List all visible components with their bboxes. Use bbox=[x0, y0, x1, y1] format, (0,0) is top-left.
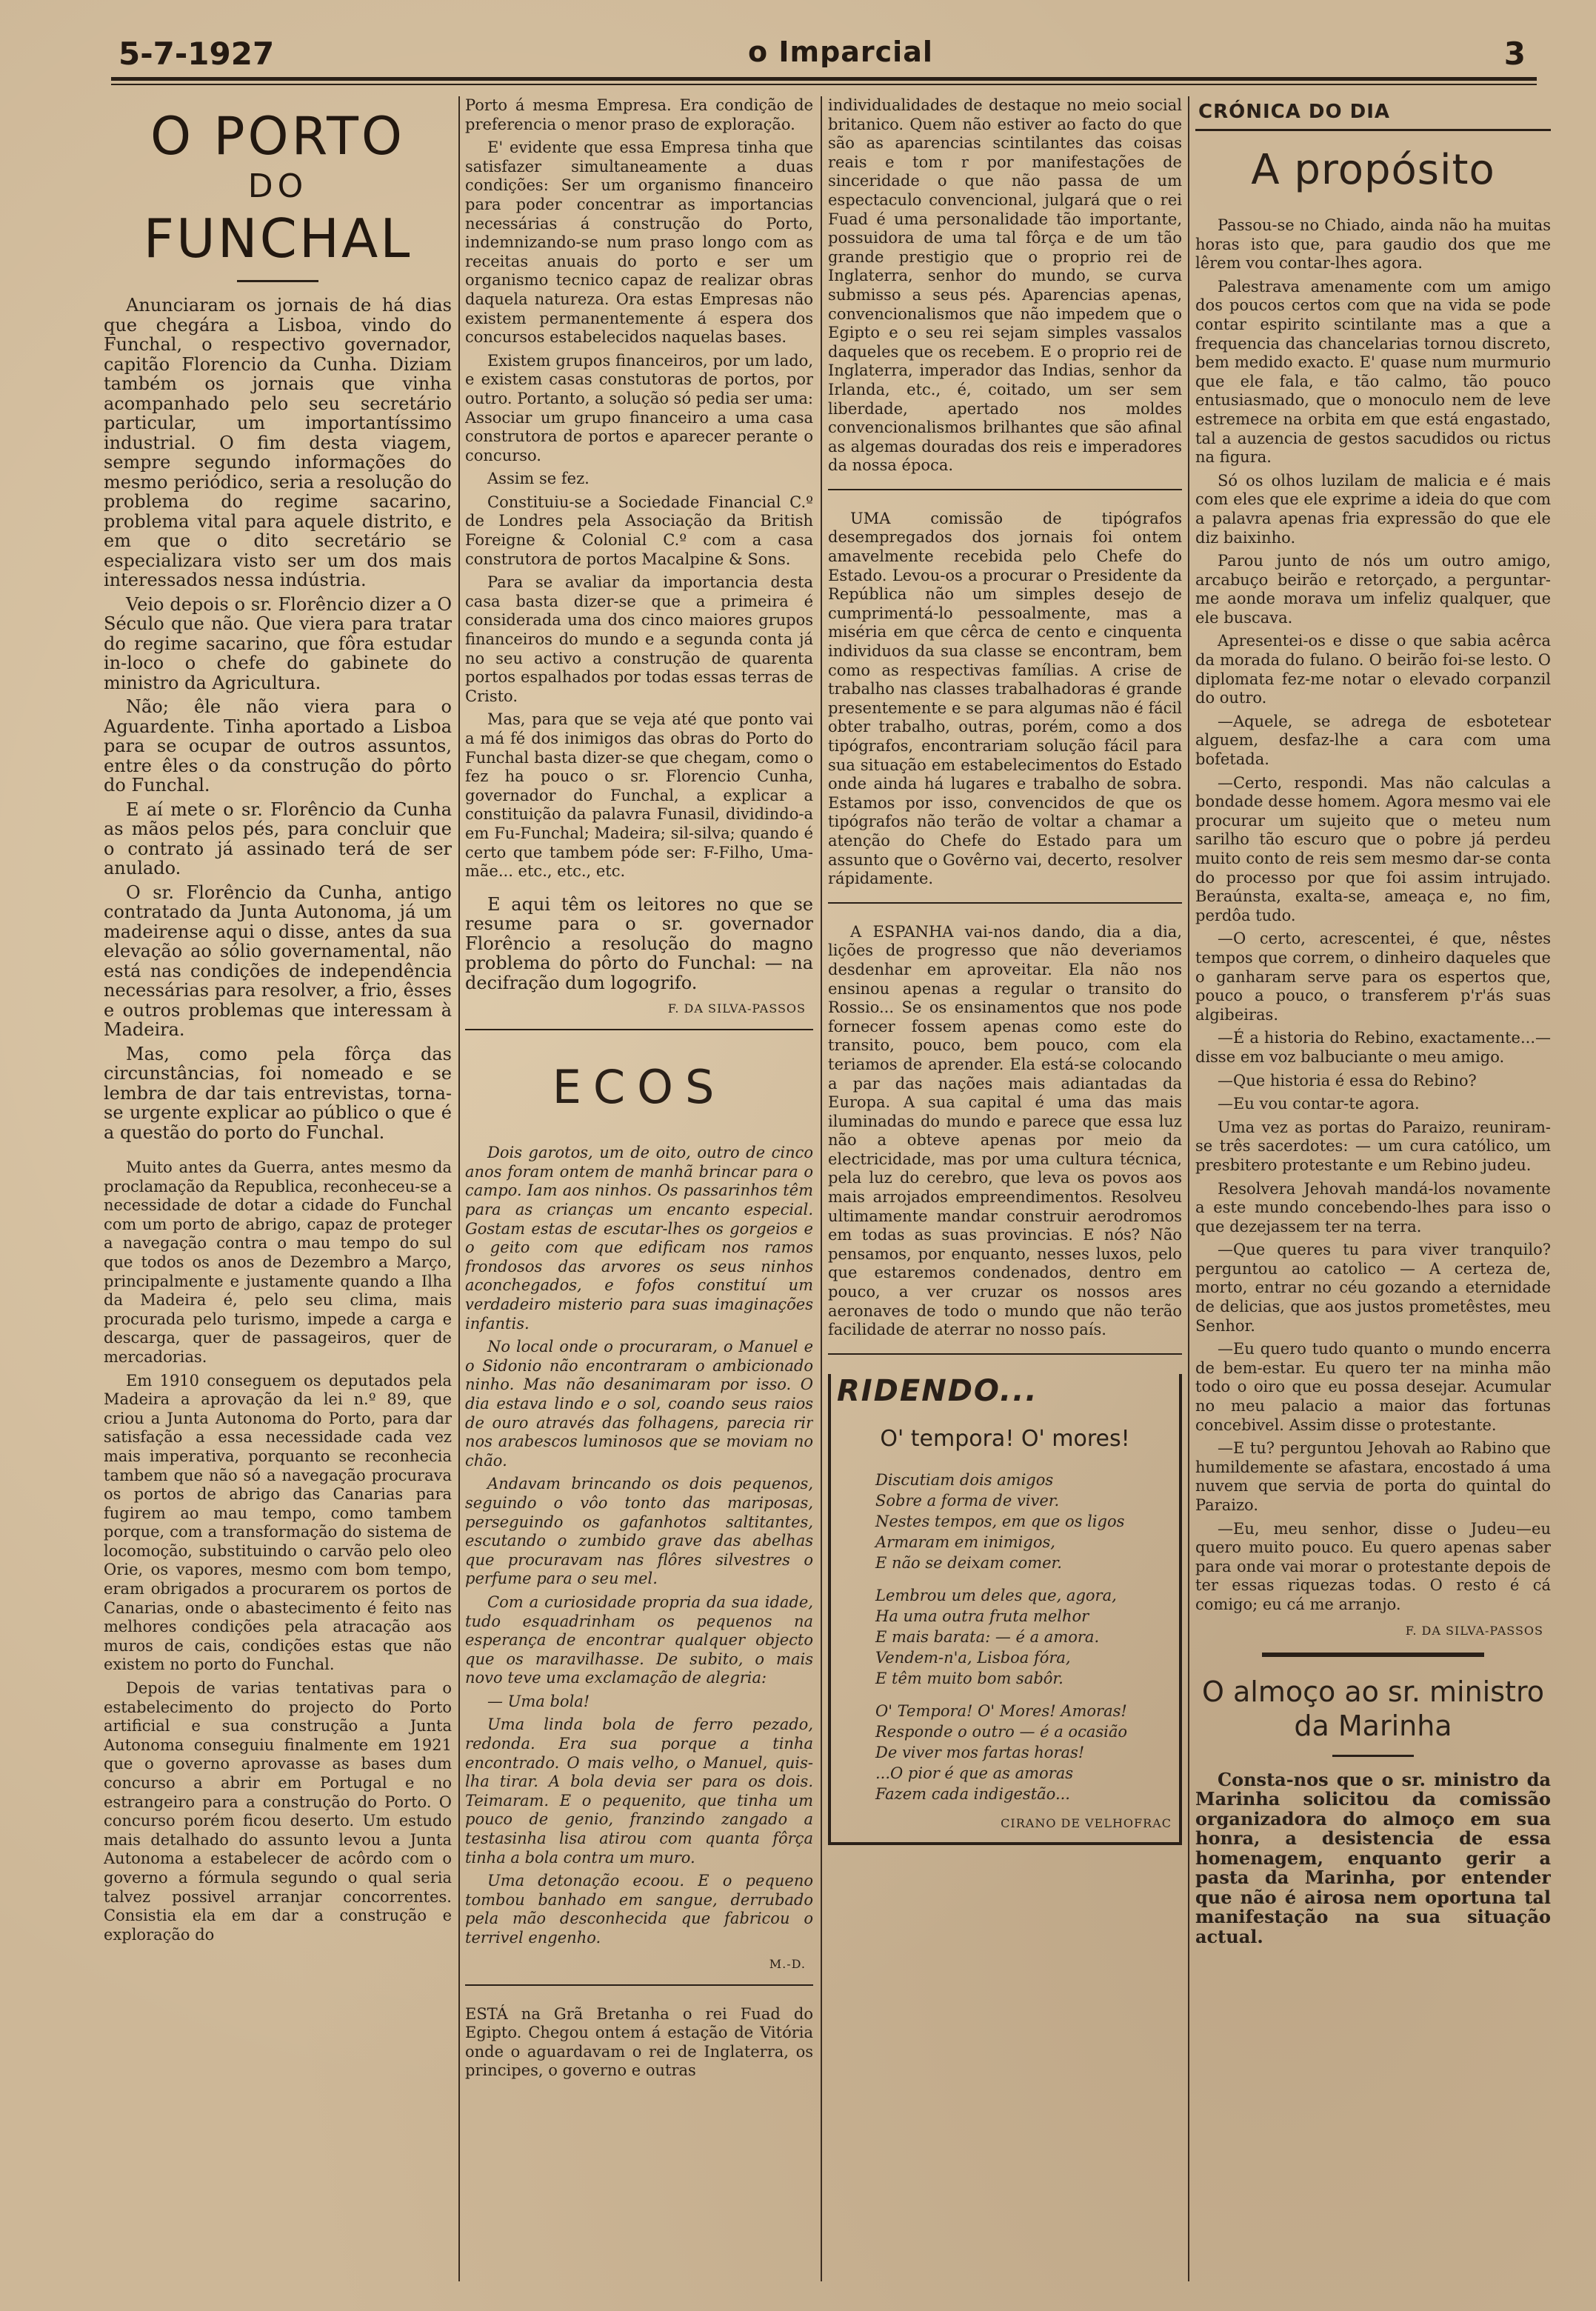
article-paragraph: Muito antes da Guerra, antes mesmo da proclamação da Republica, reconheceu-se a necessidade de dotar a cidade do Funchal com um porto de abrigo, capaz de proteger a navegação contra o mau tempo do sul que todos os anos de Dezembro a Março, principalmente e justamente quando a Ilha da Madeira é, pelo seu clima, mais procurada pelo turismo, impede a carga e descarga, quer de passageiros, quer de mercadorias. bbox=[104, 1158, 452, 1366]
section-rule bbox=[828, 489, 1182, 490]
article-paragraph: —E tu? perguntou Jehovah ao Rabino que humildemente se afastara, encostado á uma nuvem que servia de porta do quintal do Paraizo. bbox=[1195, 1439, 1551, 1514]
article-paragraph: UMA comissão de tipógrafos desempregados dos jornais foi ontem amavelmente recebida pelo Chefe do Estado. Levou-os a procurar o Presidente da República não um simples desejo de cumprimentá-lo pessoalmente, mas a miséria em que cêrca de cento e cinquenta individuos da sua classe se encontram, bem como as respectivas famílias. A crise de trabalho nas classes trabalhadoras é grande presentemente e se para algumas não é fácil obter trabalho, outras, porém, como a dos tipógrafos, encontrariam solução fácil para sua situação em estabelecimentos do Estado onde ainda há lugares e trabalho de sobra. Estamos por isso, convencidos de que os tipógrafos não terão de voltar a chamar a atenção do Chefe do Estado para um assunto que o Govêrno vai, decerto, resolver rápidamente. bbox=[828, 509, 1182, 888]
column-divider bbox=[458, 96, 460, 2281]
article-paragraph: Uma linda bola de ferro pezado, redonda. Era sua porque a tinha encontrado. O mais velho, o Manuel, quis-lha tirar. A bola devia ser para os dois. Teimaram. E o pequenito, que tinha um pouco de genio, franzindo zangado a testasinha lisa atirou com quanta fôrça tinha a bola contra um muro. bbox=[465, 1715, 813, 1867]
headline-line-1: O PORTO bbox=[150, 106, 406, 167]
author-signature: CIRANO DE VELHOFRAC bbox=[1001, 1815, 1172, 1830]
article-paragraph: Mas, como pela fôrça das circunstâncias, foi nomeado e se lembra de dar tais entrevistas, torna-se urgente explicar ao público o que é a questão do porto do Funchal. bbox=[104, 1043, 452, 1143]
column-3 bbox=[828, 96, 1182, 2281]
section-title-ridendo: RIDENDO... bbox=[837, 1373, 1038, 1408]
section-title-ecos: ECOS bbox=[552, 1060, 727, 1115]
column-1 bbox=[104, 96, 452, 2281]
poem-line: Vendem-n'a, Lisboa fóra, bbox=[875, 1648, 1071, 1667]
ridendo-box bbox=[828, 1374, 1182, 1845]
column-2 bbox=[465, 96, 813, 2281]
article-paragraph: Em 1910 conseguem os deputados pela Madeira a aprovação da lei n.º 89, que criou a Junta Autonoma do Porto, para dar satisfação a essa necessidade cada vez mais imperativa, porquanto se reconhecia tambem que não só a navegação procurava os portos de abrigo das Canarias para fugirem ao mau tempo, como tambem porque, com a transformação do sistema de locomoção, substituindo o carvão pelo oleo Orie, os vapores, mesmo com bom tempo, eram obrigados a procurarem os portos de Canarias, onde o abastecimento é feito nas melhores condições pela atracação aos muros de cais, condições estas que não existem no porto do Funchal. bbox=[104, 1371, 452, 1674]
article-paragraph: Para se avaliar da importancia desta casa basta dizer-se que a primeira é considerada uma dos cinco maiores grupos financeiros do mundo e a segunda conta já no seu activo a construção de quarenta portos espalhados por todas essas terras de Cristo. bbox=[465, 573, 813, 705]
article-paragraph: —É a historia do Rebino, exactamente...—disse em voz balbuciante o meu amigo. bbox=[1195, 1029, 1551, 1066]
column-4 bbox=[1195, 96, 1551, 2281]
article-paragraph: —Eu, meu senhor, disse o Judeu—eu quero muito pouco. Eu quero apenas saber para onde vai morar o protestante depois de ter essas riquezas todas. O resto é cá comigo; eu cá me arranjo. bbox=[1195, 1519, 1551, 1613]
masthead-rule-thin bbox=[111, 84, 1537, 85]
article-paragraph: —Que historia é essa do Rebino? bbox=[1218, 1071, 1477, 1090]
article-paragraph: Passou-se no Chiado, ainda não ha muitas horas isto que, para gaudio dos que me lêrem vou contar-lhes agora. bbox=[1195, 216, 1551, 273]
headline-porto-funchal bbox=[104, 107, 452, 270]
page-number: 3 bbox=[1503, 36, 1526, 72]
poem-line: E têm muito bom sabôr. bbox=[875, 1669, 1064, 1687]
article-paragraph: ESTÁ na Grã Bretanha o rei Fuad do Egipto. Chegou ontem á estação de Vitória onde o aguardavam o rei de Inglaterra, os principes, o governo e outras bbox=[465, 2004, 813, 2080]
article-paragraph: E' evidente que essa Empresa tinha que satisfazer simultaneamente a duas condições: Ser um organismo financeiro para poder concentrar as importancias necessárias á construção do Porto, indemnizando-se num praso longo com as receitas anuais do porto e ser um organismo tecnico capaz de realizar obras daquela natureza. Ora estas Empresas não existem permanentemente á espera dos concursos estabelecidos naquelas bases. bbox=[465, 139, 813, 347]
article-paragraph: A ESPANHA vai-nos dando, dia a dia, lições de progresso que não deveriamos desdenhar em aproveitar. Ela não nos ensinou apenas a regular o transito do Rossio... Se os ensinamentos que nos pode fornecer fossem apenas como este do transito, pouco, bem pouco, com ela teriamos de aprender. Ela está-se colocando a par das nações mais adiantadas da Europa. A sua capital é uma das mais iluminadas do mundo e parece que essa luz não a obteve apenas por meio da electricidade, mas por uma cultura técnica, pela luz do cerebro, que leva os povos aos mais arrojados empreendimentos. Resolveu ultimamente mandar construir aerodromos em todas as suas provincias. E nós? Não pensamos, por enquanto, nesses luxos, pelo que estaremos condenados, dentro em pouco, a ver cruzar os nossos ares aeronaves de todo o mundo que não terão facilidade de aterrar no nosso país. bbox=[828, 922, 1182, 1339]
poem-line: ...O pior é que as amoras bbox=[875, 1764, 1073, 1782]
section-rule bbox=[465, 1984, 813, 1986]
article-paragraph: Uma vez as portas do Paraizo, reuniram-se três sacerdotes: — um cura católico, um presbitero protestante e um Rebino judeu. bbox=[1195, 1118, 1551, 1174]
article-paragraph: E aqui têm os leitores no que se resume para o sr. governador Florêncio a resolução do magno problema do pôrto do Funchal: — na decifração dum logogrifo. bbox=[465, 893, 813, 993]
article-title-almoco: O almoço ao sr. ministro da Marinha bbox=[1202, 1675, 1544, 1742]
poem-line: Sobre a forma de viver. bbox=[875, 1491, 1060, 1510]
article-paragraph: Dois garotos, um de oito, outro de cinco anos foram ontem de manhã brincar para o campo. Iam aos ninhos. Os passarinhos têm para as crianças um encanto especial. Gostam estas de escutar-lhes os gorgeios e o geito com que edificam nos ramos frondosos das arvores os seus ninhos aconchegados, e fofos constituí um verdadeiro misterio para suas imaginações infantis. bbox=[465, 1144, 813, 1333]
article-paragraph: Depois de varias tentativas para o estabelecimento do projecto do Porto artificial e sua construção a Junta Autonoma conseguiu finalmente em 1921 que o governo aprovasse as bases dum concurso a abrir em Portugal e no estrangeiro para a construção do Porto. O concurso porém ficou deserto. Um estudo mais detalhado do assunto levou a Junta Autonoma a estabelecer de acôrdo com o governo a fórmula segundo o qual seria talvez possivel arranjar concorrentes. Consistia ela em dar a construção e exploração do bbox=[104, 1679, 452, 1944]
article-paragraph: E aí mete o sr. Florêncio da Cunha as mãos pelos pés, para concluir que o contrato já assinado terá de ser anulado. bbox=[104, 798, 452, 878]
article-paragraph: Apresentei-os e disse o que sabia acêrca da morada do fulano. O beirão foi-se lesto. O diplomata fez-me notar o elevado corpanzil do outro. bbox=[1195, 632, 1551, 707]
headline-rule bbox=[1332, 1755, 1414, 1757]
newspaper-title: o Imparcial bbox=[748, 36, 933, 68]
section-rule bbox=[465, 1029, 813, 1030]
section-rule bbox=[1195, 129, 1551, 131]
headline-line-3: FUNCHAL bbox=[143, 207, 413, 270]
article-paragraph: Anunciaram os jornais de há dias que chegára a Lisboa, vindo do Funchal, o respectivo governador, capitão Florencio da Cunha. Diziam também os jornais que vinha acompanhado pelo seu secretário particular, um importantíssimo industrial. O fim desta viagem, sempre segundo informações do mesmo periódico, seria a resolução do problema do regime sacarino, problema vital para aquele distrito, e em que o dito secretário se especializara visto ser um dos mais interessados nessa indústria. bbox=[104, 295, 452, 590]
headline-rule bbox=[237, 280, 318, 282]
section-rule bbox=[1262, 1653, 1484, 1657]
article-paragraph: Não; êle não viera para o Aguardente. Tinha aportado a Lisboa para se ocupar de outros assuntos, entre êles o da construção do pôrto do Funchal. bbox=[104, 696, 452, 796]
article-paragraph: Com a curiosidade propria da sua idade, tudo esquadrinham os pequenos na esperança de encontrar qualquer objecto que os maravilhasse. De subito, o mais novo teve uma exclamação de alegria: bbox=[465, 1593, 813, 1687]
article-paragraph: O sr. Florêncio da Cunha, antigo contratado da Junta Autonoma, já um madeirense aqui o disse, antes da sua elevação ao sólio governamental, não está nas condições de independência necessárias para resolver, a frio, êsses e outros problemas que interessam à Madeira. bbox=[104, 881, 452, 1040]
article-paragraph: —Eu vou contar-te agora. bbox=[1218, 1095, 1420, 1113]
section-rule bbox=[828, 902, 1182, 904]
poem-line: O' Tempora! O' Mores! Amoras! bbox=[875, 1701, 1127, 1720]
headline-line-2: DO bbox=[247, 167, 308, 205]
column-divider bbox=[1188, 96, 1189, 2281]
author-signature: F. DA SILVA-PASSOS bbox=[667, 1001, 806, 1016]
article-paragraph: Consta-nos que o sr. ministro da Marinha solicitou da comissão organizadora do almoço em sua honra, a desistencia de essa homenagem, enquanto gerir a pasta da Marinha, por entender que não é airosa nem oportuna tal manifestação na sua situação actual. bbox=[1195, 1768, 1551, 1947]
article-paragraph: —O certo, acrescentei, é que, nêstes tempos que correm, o dinheiro daqueles que o ganharam serve para os espertos que, pouco a pouco, o transferem p'r'ás suas algibeiras. bbox=[1195, 930, 1551, 1024]
masthead-rule bbox=[111, 77, 1537, 81]
article-paragraph: Resolvera Jehovah mandá-los novamente a este mundo concebendo-lhes para isso o que dezejassem ter na terra. bbox=[1195, 1179, 1551, 1235]
article-paragraph: Existem grupos financeiros, por um lado, e existem casas constutoras de portos, por outro. Portanto, a solução só pedia ser uma: Associar um grupo financeiro a uma casa construtora de portos e aparecer perante o concurso. bbox=[465, 351, 813, 464]
column-divider bbox=[821, 96, 822, 2281]
section-label-cronica: CRÓNICA DO DIA bbox=[1198, 101, 1391, 123]
article-paragraph: — Uma bola! bbox=[487, 1692, 590, 1710]
poem-line: Ha uma outra fruta melhor bbox=[875, 1607, 1089, 1625]
article-paragraph: No local onde o procuraram, o Manuel e o Sidonio não encontraram o ambicionado ninho. Mas não desanimaram por isso. O dia estava lindo e o sol, coando seus raios de ouro através das folhagens, parecia rir nos arabescos luminosos que se moviam no chão. bbox=[465, 1338, 813, 1470]
poem-title: O' tempora! O' mores! bbox=[880, 1425, 1130, 1452]
issue-date: 5-7-1927 bbox=[118, 36, 275, 72]
article-paragraph: —Aquele, se adrega de esbotetear alguem, desfaz-lhe a cara com uma bofetada. bbox=[1195, 712, 1551, 769]
article-paragraph: Assim se fez. bbox=[487, 470, 590, 488]
article-paragraph: Veio depois o sr. Florêncio dizer a O Século que não. Que viera para tratar do regime sacarino, que fôra estudar in-loco o chefe do gabinete do ministro da Agricultura. bbox=[104, 593, 452, 693]
poem-stanza bbox=[831, 1470, 1179, 1573]
article-paragraph: Uma detonação ecoou. E o pequeno tombou banhado em sangue, derrubado pela mão desconhecida que fabricou o terrivel engenho. bbox=[465, 1872, 813, 1947]
author-signature: F. DA SILVA-PASSOS bbox=[1405, 1623, 1543, 1638]
poem-line: E não se deixam comer. bbox=[875, 1553, 1062, 1572]
article-title: A propósito bbox=[1251, 146, 1495, 194]
poem-stanza bbox=[831, 1585, 1179, 1689]
poem-line: Fazem cada indigestão... bbox=[875, 1784, 1070, 1803]
poem-line: Armaram em inimigos, bbox=[875, 1533, 1055, 1551]
article-paragraph: —Que queres tu para viver tranquilo? perguntou ao catolico — A certeza de, morto, entrar no céu gozando a eternidade de delicias, que aos justos prometêstes, meu Senhor. bbox=[1195, 1241, 1551, 1335]
poem-line: Discutiam dois amigos bbox=[875, 1470, 1054, 1489]
article-paragraph: Parou junto de nós um outro amigo, arcabuço beirão e retorçado, a perguntar-me aonde morava um infeliz qualquer, que ele buscava. bbox=[1195, 552, 1551, 627]
section-rule bbox=[828, 1353, 1182, 1355]
poem-line: Responde o outro — é a ocasião bbox=[875, 1722, 1128, 1741]
article-paragraph: —Eu quero tudo quanto o mundo encerra de bem-estar. Eu quero ter na minha mão todo o oiro que eu possa desejar. Acumular no meu palacio a maior das fortunas concebivel. Assim disse o protestante. bbox=[1195, 1340, 1551, 1434]
masthead bbox=[118, 36, 1526, 80]
article-paragraph: Só os olhos luzilam de malicia e é mais com eles que ele exprime a ideia do que com a palavra apenas fria expressão do que ele diz baixinho. bbox=[1195, 471, 1551, 547]
article-paragraph: Mas, para que se veja até que ponto vai a má fé dos inimigos das obras do Porto do Funchal basta dizer-se que chegam, como o fez ha pouco o sr. Florencio Cunha, governador do Funchal, a explicar a constituição da palavra Funasil, dividindo-a em Fu-Funchal; Madeira; sil-silva; quando é certo que tambem póde ser: F-Filho, Uma-mãe... etc., etc., etc. bbox=[465, 710, 813, 881]
article-paragraph: —Certo, respondi. Mas não calculas a bondade desse homem. Agora mesmo vai ele procurar um sujeito que o meteu num sarilho tão escuro que o pobre já perdeu muito conto de reis sem mesmo dar-se conta do processo por que foi assim intrujado. Beraúnsta, exalta-se, ameaça e, no fim, perdôa tudo. bbox=[1195, 773, 1551, 924]
poem-stanza bbox=[831, 1701, 1179, 1804]
author-signature: M.-D. bbox=[769, 1956, 806, 1971]
poem-line: De viver mos fartas horas! bbox=[875, 1743, 1085, 1761]
poem-line: Nestes tempos, em que os ligos bbox=[875, 1512, 1125, 1530]
article-paragraph: Palestrava amenamente com um amigo dos poucos certos com que na vida se pode contar espirito scintilante mas a que a frequencia das chancelarias tornou discreto, bem medido exacto. E' quase num murmurio que ele fala, e tão calmo, tão pouco entusiasmado, que o monoculo nem de leve estremece na orbita em que está engastado, tal a auzencia de gestos sacudidos ou rictus na figura. bbox=[1195, 277, 1551, 467]
article-paragraph: Constituiu-se a Sociedade Financial C.º de Londres pela Associação da British Foreigne & Colonial C.º com a casa construtora de portos Macalpine & Sons. bbox=[465, 493, 813, 568]
poem-line: E mais barata: — é a amora. bbox=[875, 1627, 1100, 1646]
article-paragraph: individualidades de destaque no meio social britanico. Quem não estiver ao facto do que são as aparencias scintilantes das coisas reais e tom r por manifestações de sinceridade o que não passa de um espectaculo convencional, julgará que o rei Fuad é uma personalidade tão importante, possuidora de uma tal fôrça e de um tão grande prestigio que o proprio rei de Inglaterra, senhor do mundo, se curva submisso a seus pés. Aparencias apenas, convencionalismos que não impedem que o Egipto e o seu rei sejam simples vassalos daqueles que os recebem. E o proprio rei de Inglaterra, imperador das Indias, senhor da Irlanda, etc., é, coitado, um ser sem liberdade, apertado nos moldes convencionalismos brilhantes que são afinal as algemas douradas dos reis e imperadores da nossa época. bbox=[828, 96, 1182, 475]
poem-line: Lembrou um deles que, agora, bbox=[875, 1586, 1117, 1604]
article-paragraph: Porto á mesma Empresa. Era condição de preferencia o menor praso de exploração. bbox=[465, 96, 813, 133]
article-paragraph: Andavam brincando os dois pequenos, seguindo o vôo tonto das mariposas, perseguindo os gafanhotos saltitantes, escutando o zumbido grave das abelhas que procuravam nas flôres silvestres o perfume para o seu mel. bbox=[465, 1475, 813, 1588]
